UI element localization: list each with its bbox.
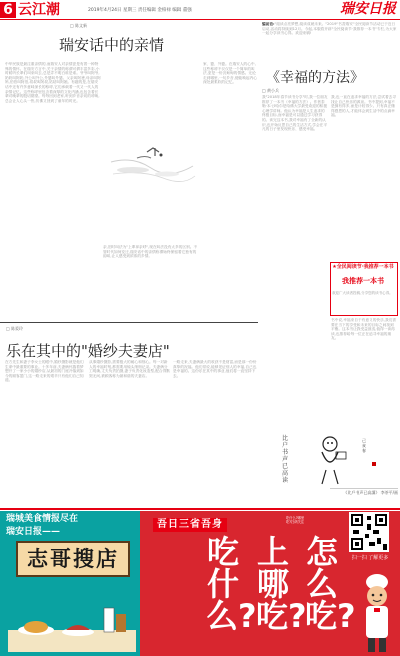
article1-column: 亲,旧时叫法为"上辈拿亲呼",现在叫法没有太多的区别。不管时代如何变迁,瑞安话中的亲情称谓始终保留着它独有的韵味,让人感受到浓浓的乡情。 <box>103 245 198 259</box>
reading-festival-note: 欢迎广大读者投稿,分享您的读书心得。 <box>332 291 393 295</box>
section-divider <box>0 322 258 323</box>
food-ad-subheadline: 瑞安日报—— <box>6 527 61 537</box>
article2-column: 从事婚纱摄影,需要极大的耐心和细心。每一对新人的幸福时刻,都需要用镜头细细记录。夫妻俩分工明确,丈夫负责拍摄,妻子负责化妆造型,配合得默契无间,被顾客称为最和谐的夫妻店。 <box>89 360 170 378</box>
book-review-title: 《幸福的方法》 <box>266 70 364 86</box>
scan-label: 扫一扫 了解更多 <box>351 555 389 561</box>
header-rule <box>0 19 400 20</box>
cartoon-caption: 《比戶书声已高讀》 李茶平/画 <box>343 490 398 495</box>
slogan-how-to-eat: 怎么吃? <box>305 533 356 635</box>
book-review-column: 我,也一直在追求幸福的方法,尝试着去寻找让自己快乐的源泉。书中提到,幸福不是拥有得多,而是计较得少。只有真正懂得感恩的人,才能体会到生活中的点滴幸福。 <box>331 95 397 118</box>
masthead-brand: 瑞安日报 <box>340 1 396 17</box>
page-number: 6 <box>0 2 16 18</box>
qr-prompt: 吃什么?哪里吃?扫码关注 <box>286 516 305 525</box>
article1-author: □ 陈文新 <box>70 23 88 28</box>
chef-mascot <box>356 568 398 654</box>
svg-text:比户书声已高读: 比户书声已高读 <box>282 435 289 484</box>
signboard-text: 志哥搜店 <box>27 546 119 571</box>
article1-column: 家、婆、外婆。在瑞安人的心中,这些称呼不仅仅是一个简单的叫法,更是一份沉甸甸的情感。无论走到哪里,一句乡音,便能唤起内心深处最柔软的记忆。 <box>203 62 257 85</box>
footer-rule <box>0 508 400 510</box>
section-title: 云江潮 <box>18 2 60 18</box>
date-line: 2019年4月24日 星期三 责任编辑 金柏禄 编辑 董强 <box>88 8 192 13</box>
svg-text:己亥春: 己亥春 <box>362 438 366 453</box>
food-ad-headline: 瑞城美食情报尽在 <box>6 514 79 524</box>
food-ad-motto: 吾日三省吾身 <box>153 518 227 532</box>
reading-festival-subtitle: 我推荐一本书 <box>342 277 384 285</box>
book-review-column: 我"2018年春节读书分享"时,我一位朋友推荐了一本书《幸福的方法》。作者泰勒·本·沙哈尔是哈佛大学最受欢迎的积极心理学讲师。他认为幸福是人生追求的终极目标,而幸福是可以通过学习获得的。读完这本书,我对幸福有了全新的认识,也开始反思自己的生活方式,学会在平凡的日子里发现快乐、感受幸福。 <box>262 95 328 132</box>
book-review-column: 书中说,幸福来自于有意义的快乐,我们需要在当下的享受和未来的目标之间找到平衡。这本书让我受益匪浅,值得一读再读,也推荐给每一位正在追寻幸福的朋友。 <box>331 318 397 341</box>
article1-title: 瑞安话中的亲情 <box>59 36 165 54</box>
qr-code-icon[interactable] <box>349 512 389 552</box>
editor-note <box>262 22 397 67</box>
food-illustration <box>8 578 136 652</box>
article2-title: 乐在其中的"婚纱夫妻店" <box>6 342 170 360</box>
ink-painting-illustration <box>103 62 199 242</box>
book-review-author: □ 黄小兵 <box>262 88 280 93</box>
shop-signboard <box>16 541 130 577</box>
slogan-what-to-eat: 吃什么? <box>206 533 257 635</box>
editor-note-text: "阅读点亮梦想,阅读成就未来。"2019"书香瑞安"全民阅读节活动已于近日启动,活动将持续到12月。今起,本版将开辟"全民阅读节·我推荐一本书"专栏,为大家一起分享读书心得。欢迎来稿! <box>262 22 397 36</box>
reading-festival-title: ★全民阅读节·我推荐一本书 <box>332 264 394 270</box>
article1-column: 中华民族是最注重亲情的,而瑞安人对亲情更是有着一种特殊的情怀。在瑞安方言中,关于亲情的称谓可谓丰富多彩,小时候听长辈们叫来叫去,总是弄不明白谁是谁。爷爷叫阿爷,奶奶叫阿奶,外公叫外公,外婆叫外婆。父亲叫阿爸,母亲叫阿妈,伯伯叫阿伯,叔叔叫阿叔,姑姑叫阿娘。有趣的是,在瑞安话中还有许多意味深长的称呼,它们承载着一代又一代人的亲情记忆。这些称呼里包含着深厚的文化内涵,也包含着长辈对晚辈的殷切期望。每每回到老家,听到乡音亲切的呼唤,总会让人心头一热,仿佛又回到了童年的时光。 <box>5 62 101 103</box>
article2-column: 一路走来,夫妻俩最大的收获不是财富,而是那一份份真挚的祝福。他们常说,能够见证别人的幸福,自己也是幸福的。这份乐在其中的事业,他们将一直坚持下去。 <box>173 360 257 378</box>
editor-note-label: 编前语: <box>262 22 275 26</box>
article2-column: 在方先生和妻子李女士的眼中,婚纱摄影就是他们生命中最重要的事业。十多年前,夫妻俩怀揣着梦想开了一家小小的婚纱店,从最初的门庭冷落到如今的顾客盈门,这一路走来的艰辛只有他们自己知道。 <box>5 360 84 383</box>
calligraphy-cartoon <box>262 430 398 486</box>
slogan-where-to-eat: 上哪吃? <box>256 533 307 635</box>
article2-author: □ 陈爱玲 <box>6 326 24 331</box>
